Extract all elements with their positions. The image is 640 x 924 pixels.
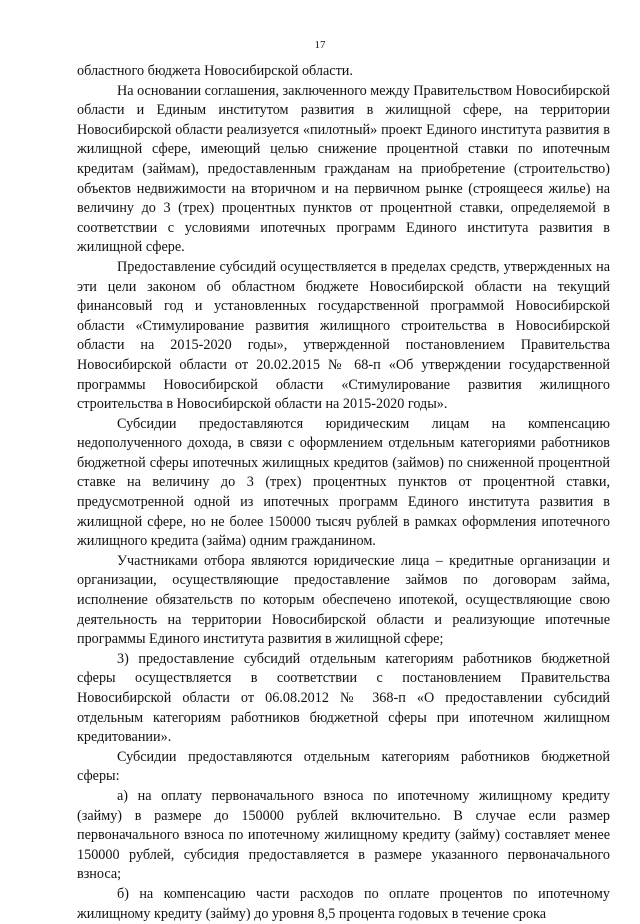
document-body	[77, 62, 610, 924]
page-number: 17	[314, 39, 326, 51]
paragraph-item-b: б) на компенсацию части расходов по оплате процентов по ипотечному жилищному кредиту (займу) до уровня 8,5 процента годовых в течение срока	[77, 885, 610, 922]
paragraph-pilot-project: На основании соглашения, заключенного между Правительством Новосибирской области и Единым институтом развития в жилищной сфере, на территории Новосибирской области реализуется «пилотный» проект Единого института развития в жилищной сфере, имеющий целью снижение процентной ставки по ипотечным кредитам (займам), предоставленным гражданам на приобретение (строительство) объектов недвижимости на вторичном и на первичном рынке (строящееся жилье) на величину до 3 (трех) процентных пунктов от процентной ставки, определяемой в соответствии с условиями ипотечных программ Единого института развития в жилищной сфере.	[77, 82, 610, 256]
paragraph-item-3: 3) предоставление субсидий отдельным категориям работников бюджетной сферы осуществляется в соответствии с постановлением Правительства Новосибирской области от 06.08.2012 № 368-п «О предоставлении субсидий отдельным категориям работников бюджетной сферы при ипотечном жилищном кредитовании».	[77, 650, 610, 746]
paragraph-item-a: а) на оплату первоначального взноса по ипотечному жилищному кредиту (займу) в размере до 150000 рублей включительно. В случае если размер первоначального взноса по ипотечному жилищному кредиту (займу) составляет менее 150000 рублей, субсидия предоставляется в размере указанного первоначального взноса;	[77, 787, 610, 883]
paragraph-continuation: областного бюджета Новосибирской области.	[77, 63, 353, 79]
paragraph-legal-entities-compensation: Субсидии предоставляются юридическим лицам на компенсацию недополученного дохода, в связи с оформлением отдельным категориями работников бюджетной сферы ипотечных жилищных кредитов (займов) по сниженной процентной ставке на величину до 3 (трех) процентных пунктов от процентной ставки, предусмотренной одной из ипотечных программ Единого института развития в жилищной сфере, но не более 150000 тысяч рублей в рамках оформления ипотечного жилищного кредита (займа) одним гражданином.	[77, 415, 610, 550]
paragraph-subsidy-limits: Предоставление субсидий осуществляется в пределах средств, утвержденных на эти цели законом об областном бюджете Новосибирской области на текущий финансовый год и установленных государственной программой Новосибирской области «Стимулирование развития жилищного строительства в Новосибирской области на 2015-2020 годы», утвержденной постановлением Правительства Новосибирской области от 20.02.2015 № 68-п «Об утверждении государственной программы Новосибирской области «Стимулирование развития жилищного строительства в Новосибирской области на 2015-2020 годы».	[77, 258, 610, 413]
paragraph-selection-participants: Участниками отбора являются юридические лица – кредитные организации и организации, осуществляющие предоставление займов по договорам займа, исполнение обязательств по которым обеспечено ипотекой, осуществляющие свою деятельность на территории Новосибирской области и реализующие ипотечные программы Единого института развития в жилищной сфере;	[77, 552, 610, 648]
paragraph-budget-workers-intro: Субсидии предоставляются отдельным категориям работников бюджетной сферы:	[77, 748, 610, 785]
